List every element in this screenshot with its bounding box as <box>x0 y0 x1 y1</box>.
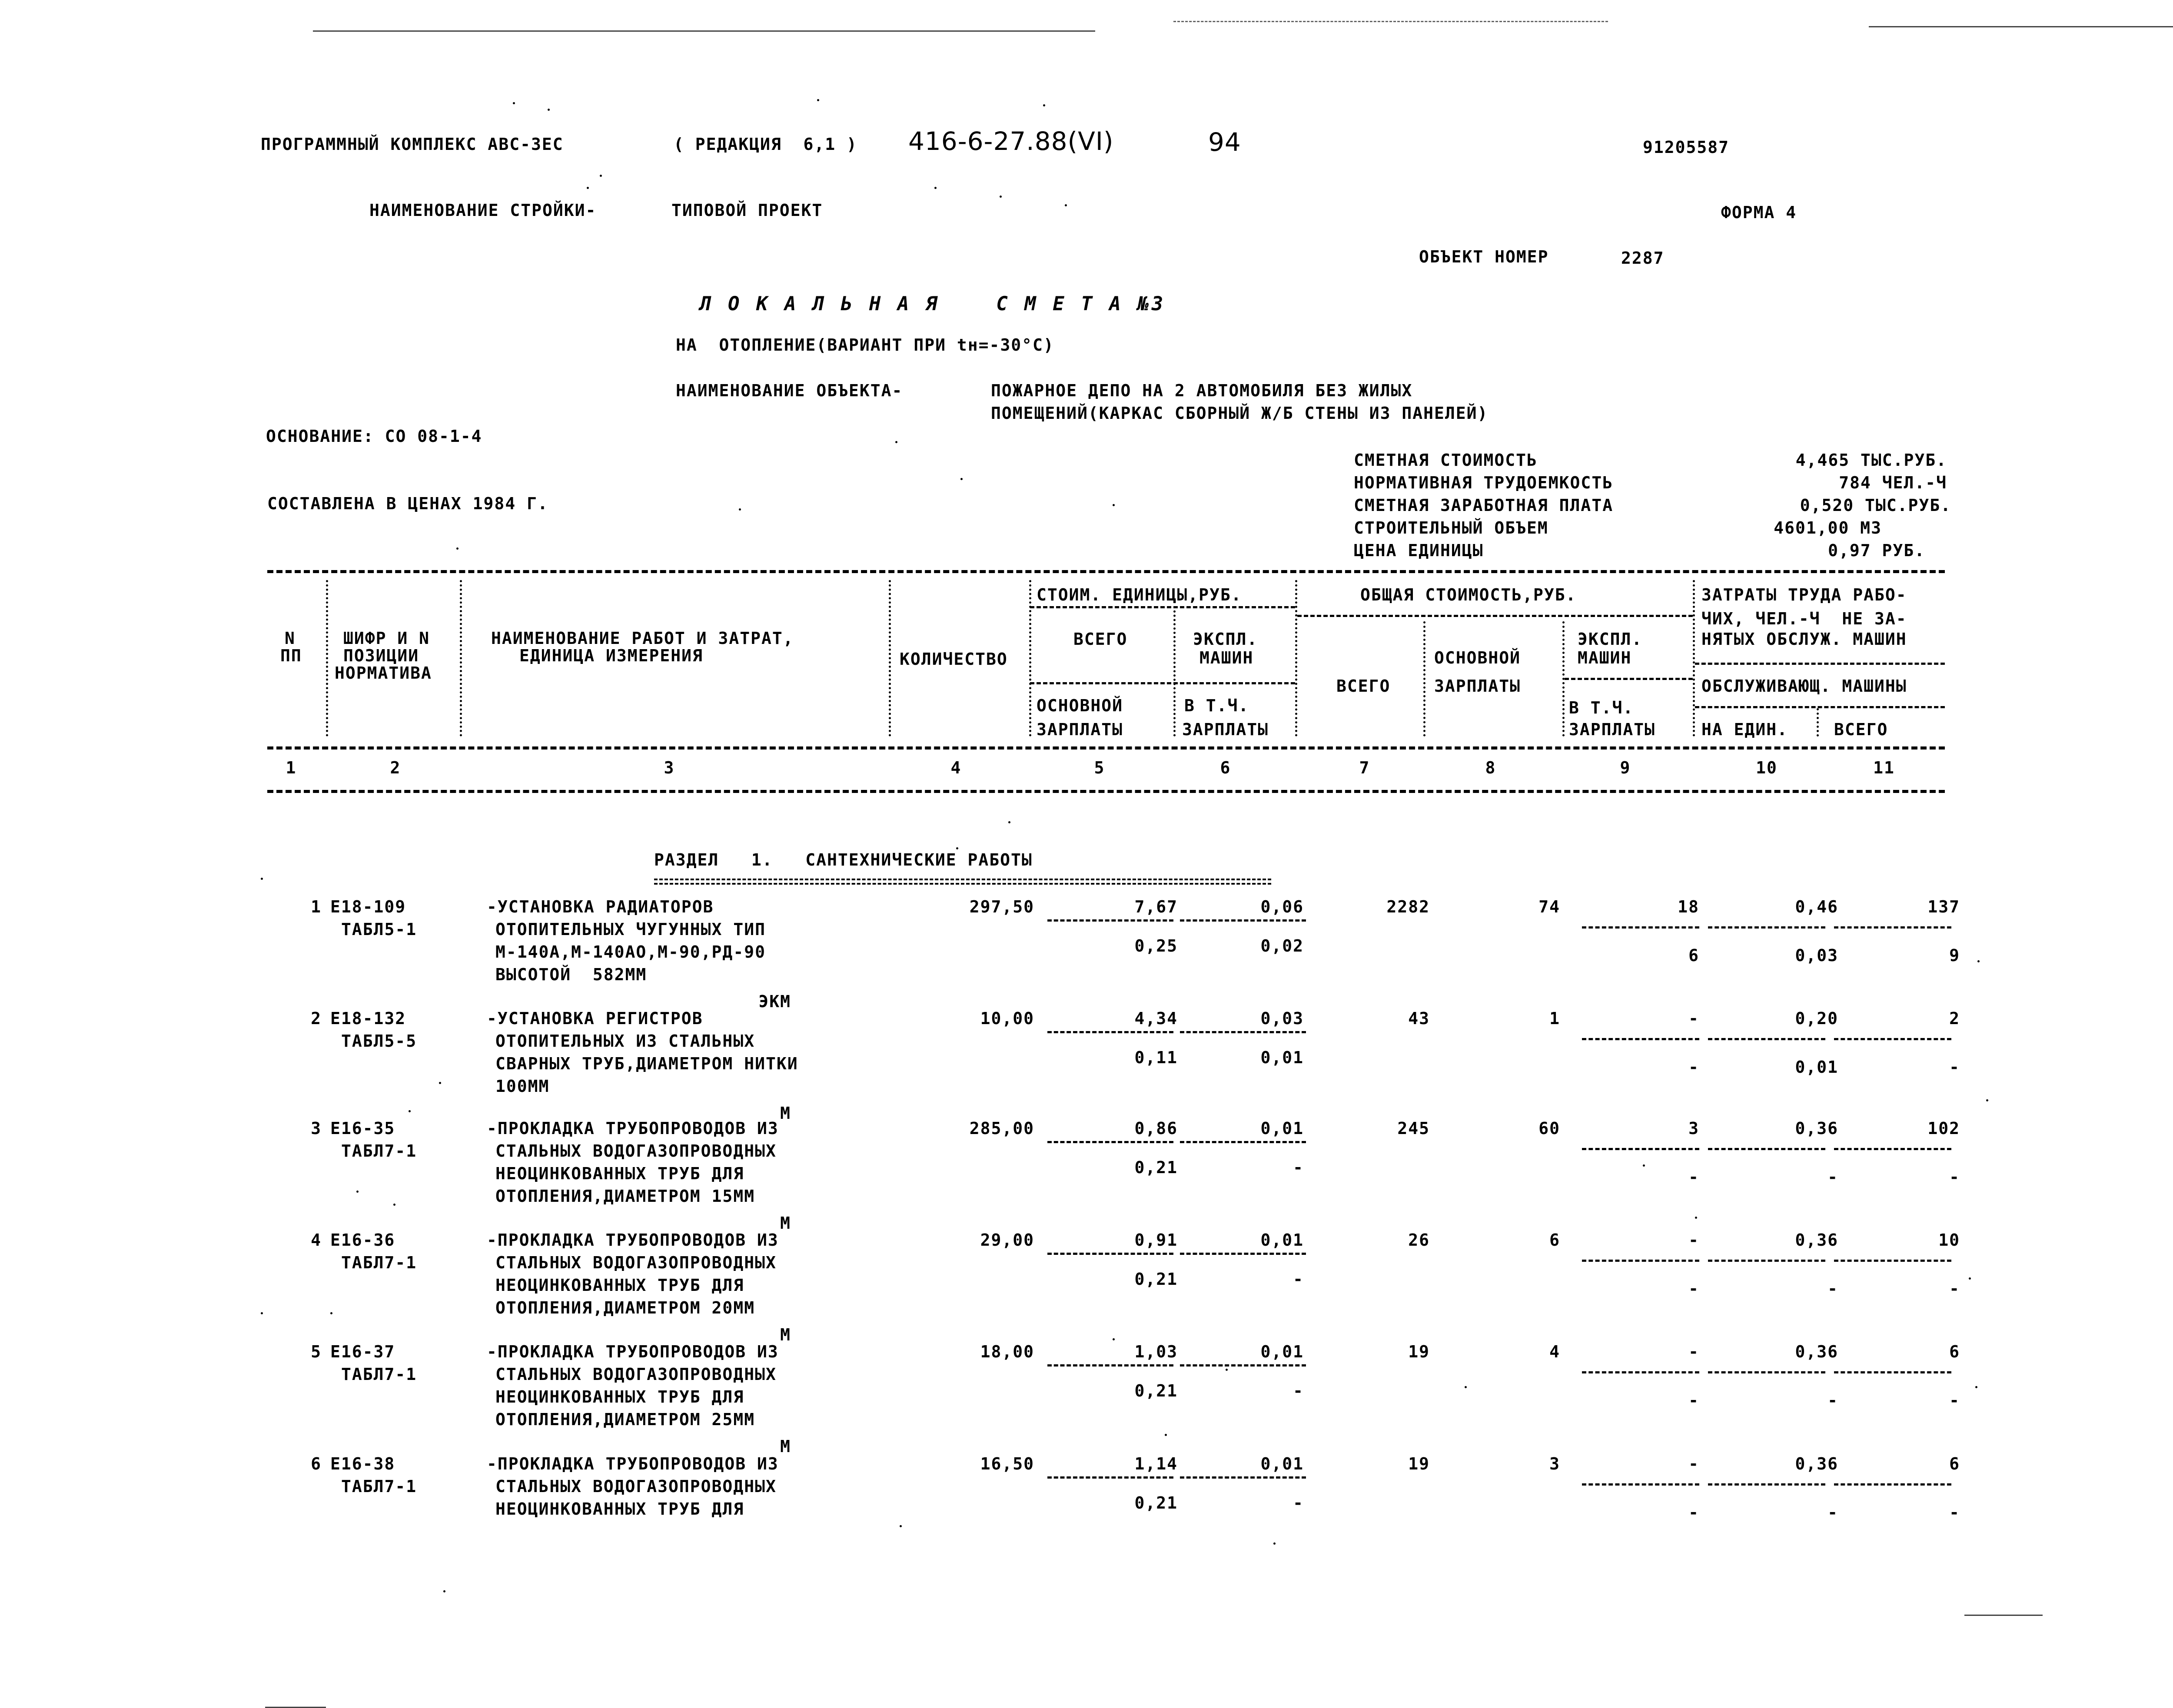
hdr-labor-2: ЧИХ, ЧЕЛ.-Ч НЕ ЗА- <box>1701 609 1907 628</box>
row-description-line: -УСТАНОВКА РЕГИСТРОВ <box>487 1009 703 1028</box>
scan-speck <box>739 508 741 511</box>
row-description-line: М-140А,М-140АО,М-90,РД-90 <box>495 942 766 962</box>
hdr-labor-3: НЯТЫХ ОБСЛУЖ. МАШИН <box>1701 630 1907 649</box>
hdr-rule <box>1695 663 1945 665</box>
row-labor-total-sub: - <box>1949 1279 1960 1298</box>
row-unit: М <box>780 1437 791 1456</box>
summary-value-wage: 0,520 ТЫС.РУБ. <box>1800 496 1951 515</box>
scan-speck <box>1008 821 1010 823</box>
row-quantity: 18,00 <box>980 1342 1034 1361</box>
hdr-rule <box>1695 706 1945 708</box>
program-name: ПРОГРАММНЫЙ КОМПЛЕКС АВС-3ЕС <box>261 135 564 154</box>
row-unit-wage: 0,21 <box>1134 1270 1178 1289</box>
row-total-wage: 3 <box>1549 1454 1560 1473</box>
scan-speck <box>1977 960 1980 962</box>
scan-edge-line <box>1869 26 2173 27</box>
row-description-line: СТАЛЬНЫХ ВОДОГАЗОПРОВОДНЫХ <box>495 1141 777 1161</box>
row-unit-wage: 0,21 <box>1134 1158 1178 1177</box>
row-unit-total: 0,86 <box>1134 1119 1178 1138</box>
row-unit-wage: 0,21 <box>1134 1381 1178 1400</box>
row-labor-total-sub: 9 <box>1949 946 1960 965</box>
col-divider <box>1693 580 1695 736</box>
hdr-labor-total: ВСЕГО <box>1834 720 1888 739</box>
row-labor-total: 10 <box>1938 1230 1960 1250</box>
row-total: 19 <box>1408 1454 1430 1473</box>
col-number: 11 <box>1873 758 1895 777</box>
hdr-desc-2: ЕДИНИЦА ИЗМЕРЕНИЯ <box>519 646 703 665</box>
scan-speck <box>1969 1277 1971 1280</box>
row-total-incl-wage: - <box>1688 1391 1699 1410</box>
subtotal-rule <box>1834 1148 1951 1150</box>
row-unit-incl-wage: - <box>1293 1381 1304 1400</box>
row-code: Е16-37 <box>330 1342 395 1361</box>
col-number: 2 <box>390 758 401 777</box>
row-total-machines: - <box>1688 1342 1699 1361</box>
subtotal-rule <box>1834 926 1951 929</box>
row-description-line: -ПРОКЛАДКА ТРУБОПРОВОДОВ ИЗ <box>487 1454 779 1473</box>
scan-speck <box>1273 1542 1276 1545</box>
hdr-pp: ПП <box>280 646 302 665</box>
object-name-line1: ПОЖАРНОЕ ДЕПО НА 2 АВТОМОБИЛЯ БЕЗ ЖИЛЫХ <box>991 381 1413 400</box>
row-number: 4 <box>311 1230 322 1250</box>
document-title: Л О К А Л Ь Н А Я С М Е Т А №3 <box>700 293 1166 315</box>
row-number: 5 <box>311 1342 322 1361</box>
row-labor-unit: 0,36 <box>1795 1454 1838 1473</box>
scan-speck <box>900 1525 902 1527</box>
object-name-line2: ПОМЕЩЕНИЙ(КАРКАС СБОРНЫЙ Ж/Б СТЕНЫ ИЗ ПАНЕЛЕЙ) <box>991 404 1489 423</box>
row-table-ref: ТАБЛ7-1 <box>341 1141 417 1161</box>
row-quantity: 10,00 <box>980 1009 1034 1028</box>
hdr-total-all: ВСЕГО <box>1336 677 1391 696</box>
hdr-unit-cost: СТОИМ. ЕДИНИЦЫ,РУБ. <box>1037 585 1242 604</box>
section-underline <box>654 879 1271 885</box>
row-description-line: СТАЛЬНЫХ ВОДОГАЗОПРОВОДНЫХ <box>495 1365 777 1384</box>
row-unit-incl-wage: - <box>1293 1493 1304 1512</box>
scan-speck <box>1043 104 1045 106</box>
numbers-bottom-rule <box>267 790 1945 793</box>
row-unit-machines: 0,03 <box>1260 1009 1304 1028</box>
row-unit-total: 0,91 <box>1134 1230 1178 1250</box>
col-number: 8 <box>1485 758 1496 777</box>
scan-speck <box>895 441 897 443</box>
row-code: Е16-35 <box>330 1119 395 1138</box>
row-total-wage: 6 <box>1549 1230 1560 1250</box>
row-description-line: ОТОПЛЕНИЯ,ДИАМЕТРОМ 15ММ <box>495 1187 755 1206</box>
subtotal-rule <box>1047 1141 1173 1143</box>
scan-edge-line <box>1964 1615 2043 1616</box>
col-number: 1 <box>286 758 297 777</box>
scan-speck <box>548 109 550 111</box>
row-number: 1 <box>311 897 322 916</box>
hdr-desc-1: НАИМЕНОВАНИЕ РАБОТ И ЗАТРАТ, <box>491 629 794 648</box>
row-labor-total: 102 <box>1927 1119 1960 1138</box>
col-number: 10 <box>1756 758 1778 777</box>
table-top-rule <box>267 570 1945 573</box>
row-quantity: 16,50 <box>980 1454 1034 1473</box>
row-description-line: -ПРОКЛАДКА ТРУБОПРОВОДОВ ИЗ <box>487 1230 779 1250</box>
row-labor-total: 137 <box>1927 897 1960 916</box>
scan-speck <box>817 99 819 101</box>
row-total: 19 <box>1408 1342 1430 1361</box>
subtotal-rule <box>1834 1038 1951 1040</box>
scan-speck <box>356 1191 359 1193</box>
summary-value-volume: 4601,00 М3 <box>1774 518 1882 537</box>
row-labor-total: 6 <box>1949 1454 1960 1473</box>
row-number: 6 <box>311 1454 322 1473</box>
hdr-code-2: ПОЗИЦИИ <box>343 646 419 665</box>
scan-speck <box>513 102 515 104</box>
col-divider <box>1029 580 1031 736</box>
hdr-total-wage-1: ОСНОВНОЙ <box>1434 648 1521 667</box>
handwritten-code: 416-6-27.88(VI) <box>908 126 1114 156</box>
row-unit-wage: 0,25 <box>1134 936 1178 955</box>
col-divider <box>1173 606 1176 736</box>
row-quantity: 285,00 <box>969 1119 1034 1138</box>
row-unit-incl-wage: - <box>1293 1158 1304 1177</box>
object-name-label: НАИМЕНОВАНИЕ ОБЪЕКТА- <box>676 381 903 400</box>
form-label: ФОРМА 4 <box>1721 203 1797 222</box>
scan-speck <box>1226 1369 1228 1371</box>
row-unit-total: 1,03 <box>1134 1342 1178 1361</box>
row-unit-machines: 0,01 <box>1260 1119 1304 1138</box>
basis-text: ОСНОВАНИЕ: СО 08-1-4 <box>266 427 482 446</box>
row-unit: М <box>780 1104 791 1123</box>
hdr-total-mach-1: ЭКСПЛ. <box>1578 630 1643 649</box>
subtotal-rule <box>1708 1148 1825 1150</box>
scan-edge-line <box>1173 21 1608 22</box>
document-subtitle: НА ОТОПЛЕНИЕ(ВАРИАНТ ПРИ tн=-30°С) <box>676 335 1054 355</box>
row-total-wage: 60 <box>1538 1119 1560 1138</box>
summary-label-unit-price: ЦЕНА ЕДИНИЦЫ <box>1354 541 1484 560</box>
col-number: 4 <box>950 758 962 777</box>
subtotal-rule <box>1047 1476 1173 1479</box>
hdr-qty: КОЛИЧЕСТВО <box>900 650 1008 669</box>
row-total-incl-wage: - <box>1688 1503 1699 1522</box>
row-labor-unit-sub: - <box>1827 1503 1838 1522</box>
summary-value-unit-price: 0,97 РУБ. <box>1828 541 1925 560</box>
construction-label: НАИМЕНОВАНИЕ СТРОЙКИ- <box>369 201 597 220</box>
subtotal-rule <box>1047 1253 1173 1255</box>
edition: ( РЕДАКЦИЯ 6,1 ) <box>674 135 857 154</box>
row-unit-machines: 0,06 <box>1260 897 1304 916</box>
scan-speck <box>1165 1434 1167 1436</box>
row-labor-unit: 0,36 <box>1795 1342 1838 1361</box>
row-unit-total: 4,34 <box>1134 1009 1178 1028</box>
row-unit-wage: 0,21 <box>1134 1493 1178 1512</box>
row-total: 2282 <box>1386 897 1430 916</box>
object-label: ОБЪЕКТ НОМЕР <box>1419 247 1549 266</box>
row-unit-total: 7,67 <box>1134 897 1178 916</box>
row-description-line: НЕОЦИНКОВАННЫХ ТРУБ ДЛЯ <box>495 1499 744 1519</box>
row-code: Е18-132 <box>330 1009 406 1028</box>
row-description-line: ОТОПИТЕЛЬНЫХ ЧУГУННЫХ ТИП <box>495 920 766 939</box>
row-code: Е18-109 <box>330 897 406 916</box>
row-table-ref: ТАБЛ5-5 <box>341 1031 417 1051</box>
row-labor-total: 6 <box>1949 1342 1960 1361</box>
section-title: РАЗДЕЛ 1. САНТЕХНИЧЕСКИЕ РАБОТЫ <box>654 850 1033 869</box>
row-unit-wage: 0,11 <box>1134 1048 1178 1067</box>
scan-speck <box>1986 1099 1988 1101</box>
row-labor-total: 2 <box>1949 1009 1960 1028</box>
subtotal-rule <box>1180 919 1306 922</box>
scan-speck <box>1000 196 1002 198</box>
subtotal-rule <box>1834 1483 1951 1486</box>
row-total-incl-wage: - <box>1688 1058 1699 1077</box>
object-number: 2287 <box>1621 249 1665 268</box>
row-description-line: -ПРОКЛАДКА ТРУБОПРОВОДОВ ИЗ <box>487 1119 779 1138</box>
row-total: 43 <box>1408 1009 1430 1028</box>
row-total-wage: 4 <box>1549 1342 1560 1361</box>
row-unit-incl-wage: 0,02 <box>1260 936 1304 955</box>
row-description-line: ВЫСОТОЙ 582ММ <box>495 965 647 984</box>
scan-speck <box>393 1204 395 1206</box>
row-description-line: СВАРНЫХ ТРУБ,ДИАМЕТРОМ НИТКИ <box>495 1054 798 1073</box>
row-code: Е16-38 <box>330 1454 395 1473</box>
subtotal-rule <box>1708 1260 1825 1262</box>
row-total-wage: 74 <box>1538 897 1560 916</box>
row-description-line: СТАЛЬНЫХ ВОДОГАЗОПРОВОДНЫХ <box>495 1253 777 1272</box>
row-description-line: НЕОЦИНКОВАННЫХ ТРУБ ДЛЯ <box>495 1276 744 1295</box>
row-labor-total-sub: - <box>1949 1503 1960 1522</box>
subtotal-rule <box>1582 1371 1699 1373</box>
col-divider <box>1817 708 1819 736</box>
scan-speck <box>1113 1338 1115 1340</box>
row-unit: ЭКМ <box>758 992 791 1011</box>
hdr-rule <box>1297 615 1693 617</box>
hdr-rule <box>1030 682 1295 684</box>
subtotal-rule <box>1834 1371 1951 1373</box>
col-divider <box>889 580 891 736</box>
document-number: 91205587 <box>1643 138 1730 157</box>
col-divider <box>326 580 328 736</box>
subtotal-rule <box>1582 1483 1699 1486</box>
row-description-line: -ПРОКЛАДКА ТРУБОПРОВОДОВ ИЗ <box>487 1342 779 1361</box>
summary-value-labor: 784 ЧЕЛ.-Ч <box>1839 473 1947 492</box>
page-number: 94 <box>1208 127 1241 157</box>
row-unit-machines: 0,01 <box>1260 1454 1304 1473</box>
row-description-line: НЕОЦИНКОВАННЫХ ТРУБ ДЛЯ <box>495 1387 744 1406</box>
row-unit-machines: 0,01 <box>1260 1342 1304 1361</box>
hdr-code-3: НОРМАТИВА <box>335 663 432 683</box>
row-labor-unit: 0,36 <box>1795 1119 1838 1138</box>
row-labor-total-sub: - <box>1949 1391 1960 1410</box>
row-labor-unit: 0,20 <box>1795 1009 1838 1028</box>
scan-speck <box>261 878 263 880</box>
row-description-line: ОТОПИТЕЛЬНЫХ ИЗ СТАЛЬНЫХ <box>495 1031 755 1051</box>
scan-speck <box>1465 1386 1467 1388</box>
col-divider <box>1423 621 1425 736</box>
hdr-rule <box>1565 678 1693 680</box>
col-number: 9 <box>1620 758 1631 777</box>
hdr-unit-incl-2: ЗАРПЛАТЫ <box>1182 720 1269 739</box>
row-quantity: 29,00 <box>980 1230 1034 1250</box>
subtotal-rule <box>1708 1483 1825 1486</box>
col-divider <box>1295 580 1297 736</box>
subtotal-rule <box>1708 1038 1825 1040</box>
row-labor-total-sub: - <box>1949 1058 1960 1077</box>
row-total: 245 <box>1397 1119 1430 1138</box>
row-total-machines: - <box>1688 1454 1699 1473</box>
row-unit-incl-wage: 0,01 <box>1260 1048 1304 1067</box>
row-labor-unit-sub: - <box>1827 1167 1838 1187</box>
subtotal-rule <box>1582 926 1699 929</box>
row-unit: М <box>780 1325 791 1344</box>
hdr-unit-mach-1: ЭКСПЛ. <box>1193 630 1258 649</box>
row-total-incl-wage: 6 <box>1688 946 1699 965</box>
row-quantity: 297,50 <box>969 897 1034 916</box>
header-bottom-rule <box>267 746 1945 750</box>
row-total-machines: - <box>1688 1009 1699 1028</box>
scan-speck <box>1975 1386 1977 1388</box>
hdr-unit-incl-1: В Т.Ч. <box>1184 696 1249 715</box>
row-description-line: 100ММ <box>495 1077 550 1096</box>
hdr-unit-mach-2: МАШИН <box>1199 648 1254 667</box>
construction-value: ТИПОВОЙ ПРОЕКТ <box>671 201 823 220</box>
scan-speck <box>934 187 937 189</box>
row-total-wage: 1 <box>1549 1009 1560 1028</box>
summary-label-volume: СТРОИТЕЛЬНЫЙ ОБЪЕМ <box>1354 518 1548 537</box>
hdr-unit-total: ВСЕГО <box>1073 630 1128 649</box>
hdr-labor-4: ОБСЛУЖИВАЮЩ. МАШИНЫ <box>1701 677 1907 696</box>
row-labor-unit: 0,46 <box>1795 897 1838 916</box>
hdr-unit-wage-1: ОСНОВНОЙ <box>1037 696 1123 715</box>
subtotal-rule <box>1047 919 1173 922</box>
scan-speck <box>439 1082 441 1084</box>
row-description-line: СТАЛЬНЫХ ВОДОГАЗОПРОВОДНЫХ <box>495 1477 777 1496</box>
row-total-incl-wage: - <box>1688 1279 1699 1298</box>
scan-speck <box>956 847 958 849</box>
hdr-total-mach-2: МАШИН <box>1578 648 1632 667</box>
summary-label-wage: СМЕТНАЯ ЗАРАБОТНАЯ ПЛАТА <box>1354 496 1614 515</box>
scan-speck <box>1113 504 1115 506</box>
subtotal-rule <box>1582 1038 1699 1040</box>
subtotal-rule <box>1047 1364 1173 1366</box>
col-number: 5 <box>1094 758 1105 777</box>
row-total: 26 <box>1408 1230 1430 1250</box>
scan-speck <box>261 1312 263 1314</box>
col-divider <box>460 580 462 736</box>
subtotal-rule <box>1834 1260 1951 1262</box>
row-unit: М <box>780 1214 791 1233</box>
hdr-unit-wage-2: ЗАРПЛАТЫ <box>1037 720 1123 739</box>
scan-edge-line <box>313 30 1095 32</box>
row-labor-unit-sub: - <box>1827 1279 1838 1298</box>
row-table-ref: ТАБЛ7-1 <box>341 1253 417 1272</box>
row-labor-unit: 0,36 <box>1795 1230 1838 1250</box>
row-labor-unit-sub: 0,03 <box>1795 946 1838 965</box>
row-unit-machines: 0,01 <box>1260 1230 1304 1250</box>
row-description-line: ОТОПЛЕНИЯ,ДИАМЕТРОМ 25ММ <box>495 1410 755 1429</box>
subtotal-rule <box>1582 1260 1699 1262</box>
row-total-machines: - <box>1688 1230 1699 1250</box>
col-number: 7 <box>1359 758 1370 777</box>
subtotal-rule <box>1180 1253 1306 1255</box>
scan-speck <box>600 175 602 177</box>
subtotal-rule <box>1180 1476 1306 1479</box>
subtotal-rule <box>1708 926 1825 929</box>
col-number: 6 <box>1220 758 1231 777</box>
row-total-incl-wage: - <box>1688 1167 1699 1187</box>
hdr-rule <box>1030 606 1295 608</box>
col-number: 3 <box>664 758 675 777</box>
hdr-total-incl-2: ЗАРПЛАТЫ <box>1569 720 1656 739</box>
prices-text: СОСТАВЛЕНА В ЦЕНАХ 1984 Г. <box>267 494 548 513</box>
row-labor-unit-sub: - <box>1827 1391 1838 1410</box>
hdr-total-incl-1: В Т.Ч. <box>1569 698 1634 717</box>
scan-speck <box>330 1312 332 1314</box>
scan-speck <box>456 547 459 550</box>
hdr-labor-unit: НА ЕДИН. <box>1701 720 1788 739</box>
row-total-machines: 18 <box>1678 897 1699 916</box>
row-description-line: -УСТАНОВКА РАДИАТОРОВ <box>487 897 714 916</box>
row-table-ref: ТАБЛ5-1 <box>341 920 417 939</box>
summary-value-cost: 4,465 ТЫС.РУБ. <box>1795 451 1947 470</box>
hdr-labor-1: ЗАТРАТЫ ТРУДА РАБО- <box>1701 585 1907 604</box>
row-description-line: ОТОПЛЕНИЯ,ДИАМЕТРОМ 20ММ <box>495 1298 755 1317</box>
row-labor-total-sub: - <box>1949 1167 1960 1187</box>
row-number: 3 <box>311 1119 322 1138</box>
row-unit-total: 1,14 <box>1134 1454 1178 1473</box>
row-table-ref: ТАБЛ7-1 <box>341 1365 417 1384</box>
hdr-total-wage-2: ЗАРПЛАТЫ <box>1434 677 1521 696</box>
row-description-line: НЕОЦИНКОВАННЫХ ТРУБ ДЛЯ <box>495 1164 744 1183</box>
row-number: 2 <box>311 1009 322 1028</box>
hdr-code-1: ШИФР И N <box>343 629 430 648</box>
row-table-ref: ТАБЛ7-1 <box>341 1477 417 1496</box>
row-total-machines: 3 <box>1688 1119 1699 1138</box>
scan-speck <box>1065 204 1067 206</box>
hdr-n: N <box>285 629 296 648</box>
subtotal-rule <box>1180 1031 1306 1033</box>
row-code: Е16-36 <box>330 1230 395 1250</box>
summary-label-labor: НОРМАТИВНАЯ ТРУДОЕМКОСТЬ <box>1354 473 1614 492</box>
scan-speck <box>443 1590 445 1592</box>
subtotal-rule <box>1180 1364 1306 1366</box>
summary-label-cost: СМЕТНАЯ СТОИМОСТЬ <box>1354 451 1538 470</box>
hdr-total-cost: ОБЩАЯ СТОИМОСТЬ,РУБ. <box>1360 585 1577 604</box>
subtotal-rule <box>1582 1148 1699 1150</box>
row-unit-incl-wage: - <box>1293 1270 1304 1289</box>
scan-speck <box>587 187 589 189</box>
subtotal-rule <box>1708 1371 1825 1373</box>
scan-speck <box>960 478 963 480</box>
subtotal-rule <box>1180 1141 1306 1143</box>
scan-speck <box>1695 1217 1697 1219</box>
scan-speck <box>1643 1164 1645 1167</box>
subtotal-rule <box>1047 1031 1173 1033</box>
scan-speck <box>409 1110 411 1112</box>
row-labor-unit-sub: 0,01 <box>1795 1058 1838 1077</box>
